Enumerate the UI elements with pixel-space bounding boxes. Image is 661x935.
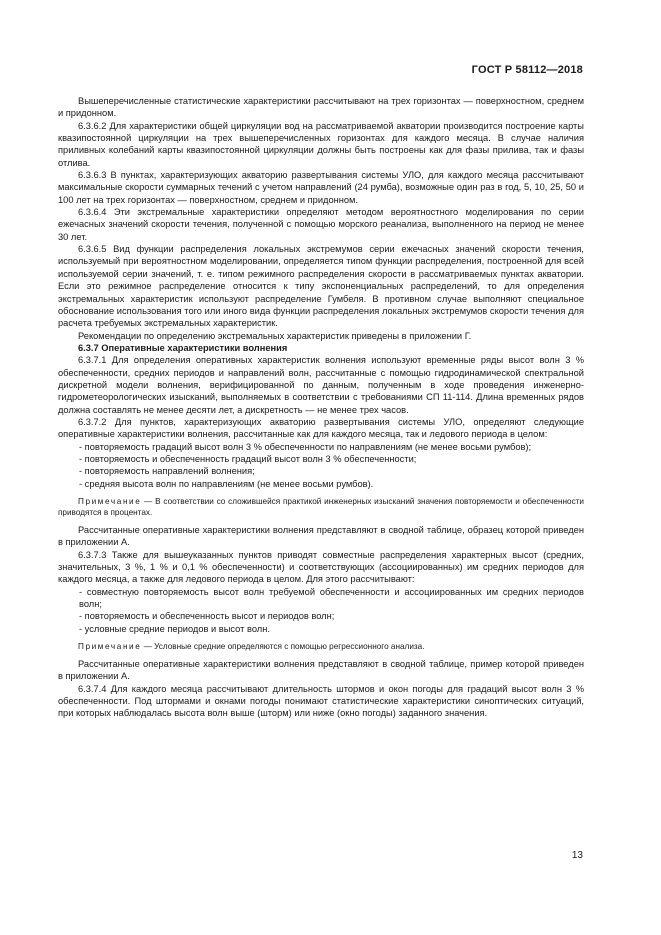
paragraph: Рекомендации по определению экстремальных характеристик приведены в приложении Г.: [78, 330, 472, 341]
note: [58, 496, 584, 518]
paragraph: Вышеперечисленные статистические характеристики рассчитывают на трех горизонтах — поверхностном, среднем и придонном.: [58, 96, 584, 119]
paragraph: Рассчитанные оперативные характеристики волнения представляют в сводной таблице, образец которой приведен в приложении А.: [58, 525, 584, 548]
list-item: - повторяемость и обеспеченность градаций высот волн 3 % обеспеченности;: [79, 453, 417, 464]
paragraph: Рассчитанные оперативные характеристики волнения представляют в сводной таблице, пример которой приведен в приложении А.: [58, 659, 584, 682]
list-item: - повторяемость направлений волнения;: [79, 466, 255, 477]
paragraph: 6.3.7.4 Для каждого месяца рассчитывают длительность штормов и окон погоды для градаций высот волн 3 % обеспеченности. Под штормами и окнами погоды понимают статистические характеристики синоптических ситуаций, при которых наблюдалась высота волн выше (шторм) или ниже (окно погоды) заданного значения.: [58, 683, 584, 719]
note: [58, 641, 584, 652]
page-number: 13: [571, 850, 583, 861]
page-content: [58, 95, 584, 720]
note-label: Примечание: [78, 497, 142, 506]
list-item: - средняя высота волн по направлениям (не менее восьми румбов).: [79, 478, 374, 489]
section-heading: 6.3.7 Оперативные характеристики волнения: [78, 342, 288, 353]
note-label: Примечание: [78, 642, 142, 652]
paragraph: 6.3.7.3 Также для вышеуказанных пунктов приводят совместные распределения характерных высот (средних, значительных, 3 %, 1 % и 0,1 % обеспеченности) и соответствующих (ассоциированных) им средних периодов для каждого месяца, а также для ледового периода в целом. Для этого рассчитывают:: [58, 549, 584, 585]
list-item: - повторяемость градаций высот волн 3 % обеспеченности по направлениям (не менее восьми румбов);: [79, 441, 532, 452]
paragraph: 6.3.7.1 Для определения оперативных характеристик волнения используют временные ряды высот волн 3 % обеспеченности, средних периодов и направлений волн, рассчитанные с помощью гидродинамической спектральной дискретной модели волнения, верифицированной по данным, полученным в ходе проведения инженерно-гидрометеорологических изысканий, выполняемых в соответствии с требованиями СП 11-114. Длина временных рядов должна составлять не менее десяти лет, а дискретность — не менее трех часов.: [58, 355, 584, 415]
note-text: — Условные средние определяются с помощью регрессионного анализа.: [141, 642, 425, 652]
paragraph: 6.3.6.4 Эти экстремальные характеристики определяют методом вероятностного моделирования по серии ежечасных значений скорости течения, полученной с помощью морского реанализа, выполненного на период не менее 30 лет.: [58, 207, 584, 242]
standard-header: ГОСТ Р 58112—2018: [471, 64, 583, 76]
list-item: - условные средние периодов и высот волн.: [79, 623, 270, 634]
note-text: — В соответствии со сложившейся практикой инженерных изысканий значения повторяемости и обеспеченности приводятся в процентах.: [58, 497, 584, 517]
paragraph: 6.3.6.5 Вид функции распределения локальных экстремумов серии ежечасных значений скорости течения, используемый при вероятностном моделировании, определяется типом функции распределения, построенной для всей используемой серии значений, т. е. типом режимного распределения скорости в рассматриваемых пунктах акватории. Если это режимное распределение относится к типу экспоненциальных распределений, то для определения экстремальных характеристик используют распределение Гумбеля. В противном случае выполняют специальное обоснование использования того или иного вида функции распределения локальных экстремумов скорости течения для расчета требуемых экстремальных характеристик.: [58, 244, 584, 329]
list-item: - повторяемость и обеспеченность высот и периодов волн;: [79, 611, 335, 622]
paragraph: 6.3.7.2 Для пунктов, характеризующих акваторию развертывания системы УЛО, определяют следующие оперативные характеристики волнения, рассчитанные как для каждого месяца, так и ледового периода в целом:: [58, 416, 584, 440]
paragraph: 6.3.6.2 Для характеристики общей циркуляции вод на рассматриваемой акватории производится построение карты квазипостоянной циркуляции на трех вышеперечисленных горизонтах для каждого месяца. В случае наличия приливных колебаний карты квазипостоянной циркуляции должны быть построены как для фазы прилива, так и фазы отлива.: [58, 120, 584, 168]
list-item: - совместную повторяемость высот волн требуемой обеспеченности и ассоциированных им средних периодов волн;: [79, 586, 584, 610]
paragraph: 6.3.6.3 В пунктах, характеризующих акваторию развертывания системы УЛО, для каждого месяца рассчитывают максимальные скорости суммарных течений с учетом направлений (24 румба), возможные один раз в год, 5, 10, 25, 50 и 100 лет на трех горизонтах — поверхностном, среднем и придонном.: [58, 170, 584, 205]
